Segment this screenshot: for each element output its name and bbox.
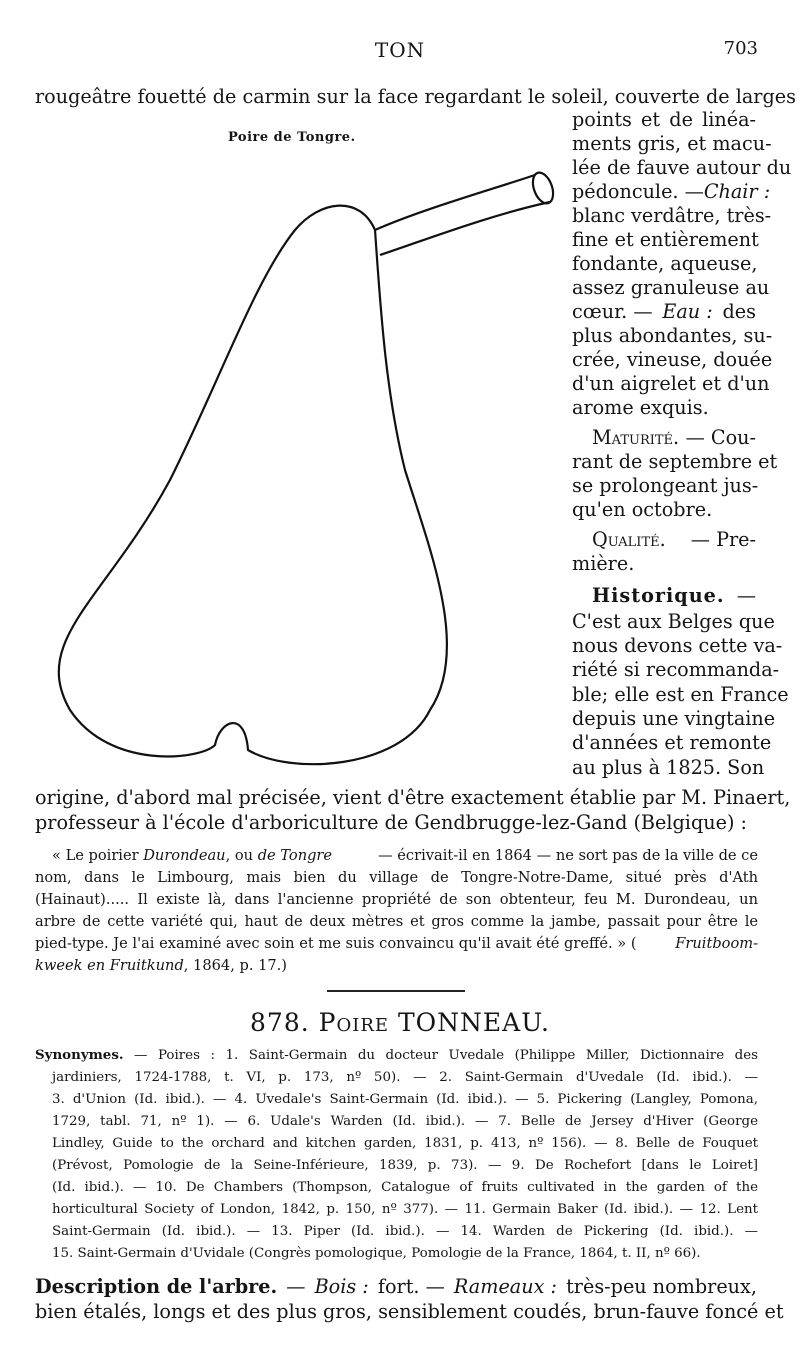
description-full-line: professeur à l'école d'arboriculture de Gendbrugge-lez-Gand (Belgique) : bbox=[35, 811, 747, 834]
right-line bbox=[572, 180, 771, 205]
maturity-line: qu'en octobre. bbox=[572, 498, 713, 521]
quote-line: nom, dans le Limbourg, mais bien du village de Tongre-Notre-Dame, situé près d'Ath bbox=[35, 869, 758, 886]
entry-number: 878. bbox=[250, 1008, 310, 1037]
synonyms-line bbox=[35, 1045, 758, 1067]
description-full-line: origine, d'abord mal précisée, vient d'être exactement établie par M. Pinaert, bbox=[35, 786, 791, 809]
synonyms-line: 15. Saint-Germain d'Uvidale (Congrès pomologique, Pomologie de la France, 1864, t. II, nº 66). bbox=[52, 1246, 701, 1261]
quote-name: Durondeau bbox=[143, 847, 226, 864]
tree-text: — bbox=[286, 1275, 306, 1298]
synonyms-text: — Poires : 1. Saint-Germain du docteur Uvedale (Philippe Miller, Dictionnaire des bbox=[134, 1048, 758, 1063]
tree-line-1 bbox=[35, 1275, 757, 1300]
right-line-text: des bbox=[722, 300, 756, 323]
quality-line bbox=[592, 528, 756, 553]
maturity-line: se prolongeant jus- bbox=[572, 474, 759, 497]
quote-reference-end: , 1864, p. 17.) bbox=[183, 957, 287, 974]
synonyms-line: horticultural Society of London, 1842, p. 150, nº 377). — 11. Germain Baker (Id. ibid.). — 12. Lent bbox=[52, 1202, 758, 1217]
tree-text: très-peu nombreux, bbox=[566, 1275, 757, 1298]
quote-line: (Hainaut)..... Il existe là, dans l'ancienne propriété de son obtenteur, feu M. Durondeau, un bbox=[35, 891, 758, 908]
right-line: points et de linéa- bbox=[572, 108, 756, 131]
pear-outline-drawing bbox=[30, 150, 565, 780]
quote-reference: kweek en Fruitkund bbox=[35, 957, 184, 974]
section-divider bbox=[327, 990, 465, 992]
rameaux-label: Rameaux : bbox=[453, 1275, 557, 1298]
eau-label: Eau : bbox=[662, 300, 713, 323]
right-line: ments gris, et macu- bbox=[572, 132, 772, 155]
synonyms-line: Saint-Germain (Id. ibid.). — 13. Piper (Id. ibid.). — 14. Warden de Pickering (Id. ibid.). — bbox=[52, 1224, 758, 1239]
right-line: fine et entièrement bbox=[572, 228, 759, 251]
synonyms-line: 1729, tabl. 71, nº 1). — 6. Udale's Warden (Id. ibid.). — 7. Belle de Jersey d'Hiver (George bbox=[52, 1114, 758, 1129]
chair-label: Chair : bbox=[703, 180, 771, 203]
history-line: nous devons cette va- bbox=[572, 634, 783, 657]
maturity-line: rant de septembre et bbox=[572, 450, 778, 473]
synonyms-label: Synonymes. bbox=[35, 1047, 124, 1063]
quality-text: — Pre- bbox=[690, 528, 756, 551]
right-line: crée, vineuse, douée bbox=[572, 348, 773, 371]
running-head: TON bbox=[374, 38, 426, 62]
right-line-text: pédoncule. — bbox=[572, 180, 704, 203]
history-line: C'est aux Belges que bbox=[572, 610, 775, 633]
maturity-text: — Cou- bbox=[685, 426, 756, 449]
history-line: depuis une vingtaine bbox=[572, 707, 776, 730]
entry-title-big: TONNEAU. bbox=[398, 1008, 550, 1037]
synonyms-line: (Id. ibid.). — 10. De Chambers (Thompson, Catalogue of fruits cultivated in the garden of the bbox=[52, 1180, 758, 1195]
quote-text: — écrivait-il en 1864 — ne sort pas de la ville de ce bbox=[378, 847, 758, 864]
quote-text: pied-type. Je l'ai examiné avec soin et me suis convaincu qu'il avait été greffé. » ( bbox=[35, 935, 637, 952]
tree-text: fort. — bbox=[377, 1275, 445, 1298]
synonyms-line: jardiniers, 1724-1788, t. VI, p. 173, nº 50). — 2. Saint-Germain d'Uvedale (Id. ibid.). — bbox=[52, 1070, 758, 1085]
quality-label: Qualité. bbox=[592, 528, 666, 551]
synonyms-line: 3. d'Union (Id. ibid.). — 4. Uvedale's Saint-Germain (Id. ibid.). — 5. Pickering (Langley, Pomona, bbox=[52, 1092, 758, 1107]
figure-caption: Poire de Tongre. bbox=[228, 130, 356, 145]
maturity-line bbox=[592, 426, 756, 451]
history-label: Historique. bbox=[592, 584, 725, 607]
right-line: blanc verdâtre, très- bbox=[572, 204, 772, 227]
right-line: lée de fauve autour du bbox=[572, 156, 792, 179]
synonyms-line: (Prévost, Pomologie de la Seine-Inférieure, 1839, p. 73). — 9. De Rochefort [dans le Loiret] bbox=[52, 1158, 758, 1173]
quote-line bbox=[35, 955, 287, 977]
right-line-text: cœur. — bbox=[572, 300, 653, 323]
quote-text: « Le poirier bbox=[52, 847, 139, 864]
entry-title-small: Poire bbox=[318, 1008, 390, 1037]
quote-name: de Tongre bbox=[257, 847, 333, 864]
entry-title bbox=[0, 1008, 800, 1037]
quality-line: mière. bbox=[572, 552, 635, 575]
bois-label: Bois : bbox=[314, 1275, 369, 1298]
right-line: plus abondantes, su- bbox=[572, 324, 773, 347]
quote-line bbox=[35, 933, 758, 955]
history-line: d'années et remonte bbox=[572, 731, 772, 754]
history-line: riété si recommanda- bbox=[572, 658, 780, 681]
right-line: fondante, aqueuse, bbox=[572, 252, 758, 275]
tree-line-2: bien étalés, longs et des plus gros, sensiblement coudés, brun-fauve foncé et bbox=[35, 1300, 784, 1323]
history-dash: — bbox=[736, 584, 756, 607]
right-line: d'un aigrelet et d'un bbox=[572, 372, 770, 395]
page-number: 703 bbox=[723, 38, 758, 59]
right-line bbox=[572, 300, 756, 325]
history-line: ble; elle est en France bbox=[572, 683, 789, 706]
quote-text: , ou bbox=[225, 847, 254, 864]
right-line: arome exquis. bbox=[572, 396, 709, 419]
synonyms-line: Lindley, Guide to the orchard and kitchen garden, 1831, p. 413, nº 156). — 8. Belle de Fouquet bbox=[52, 1136, 758, 1151]
history-line: au plus à 1825. Son bbox=[572, 756, 765, 779]
right-line: assez granuleuse au bbox=[572, 276, 770, 299]
quote-reference: Fruitboom- bbox=[675, 935, 758, 952]
maturity-label: Maturité. bbox=[592, 426, 680, 449]
tree-label: Description de l'arbre. bbox=[35, 1275, 278, 1298]
quote-line bbox=[52, 845, 758, 867]
history-heading bbox=[592, 584, 756, 609]
description-line-1: rougeâtre fouetté de carmin sur la face regardant le soleil, couverte de larges bbox=[35, 85, 796, 108]
quote-line: arbre de cette variété qui, haut de deux mètres et gros comme la jambe, passait pour être le bbox=[35, 913, 758, 930]
